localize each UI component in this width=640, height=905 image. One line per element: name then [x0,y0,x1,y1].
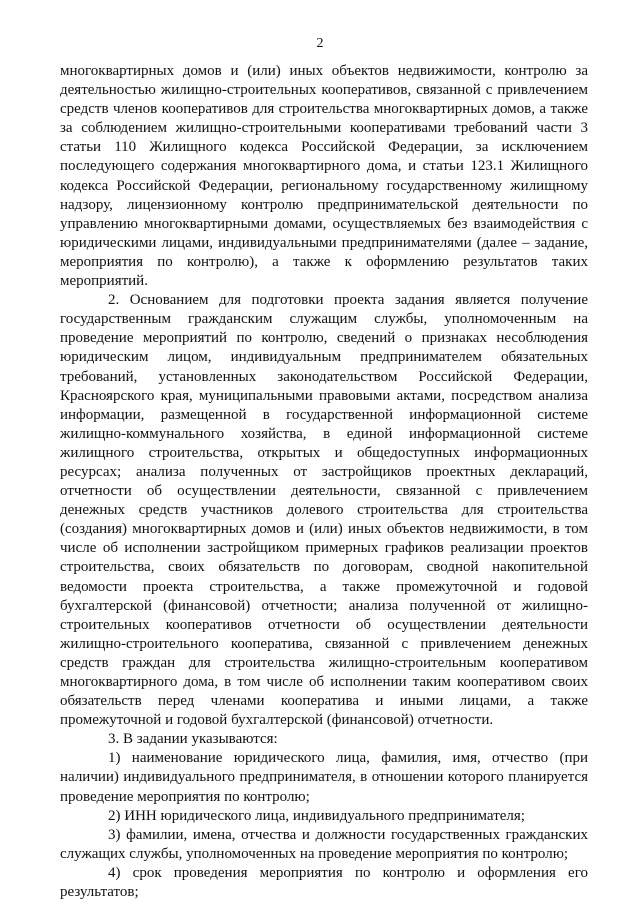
paragraph-continuation: многоквартирных домов и (или) иных объектов недвижимости, контролю за деятельностью жилищно-строительных кооперативов, связанной с привлечением средств членов кооперативов для строительства многоквартирных домов, а также за соблюдением жилищно-строительными кооперативами требований части 3 статьи 110 Жилищного кодекса Российской Федерации, за исключением последующего содержания многоквартирного дома, и статьи 123.1 Жилищного кодекса Российской Федерации, региональному государственному жилищному надзору, лицензионному контролю предпринимательской деятельности по управлению многоквартирными домами, осуществляемых без взаимодействия с юридическими лицами, индивидуальными предпринимателями (далее – задание, мероприятия по контролю), а также к оформлению результатов таких мероприятий. [60,63,588,290]
list-item-3: 3) фамилии, имена, отчества и должности государственных гражданских служащих службы, уполномоченных на проведение мероприятия по контролю; [60,826,588,862]
paragraph-2: 2. Основанием для подготовки проекта задания является получение государственным гражданским служащим службы, уполномоченным на проведение мероприятий по контролю, сведений о признаках несоблюдения юридическим лицом, индивидуальным предпринимателем обязательных требований, установленных законодательством Российской Федерации, Красноярского края, муниципальными правовыми актами, посредством анализа информации, размещенной в государственной информационной системе жилищно-коммунального хозяйства, в единой информационной системе жилищного строительства, открытых и общедоступных информационных ресурсах; анализа полученных от застройщиков проектных деклараций, отчетности об осуществлении деятельности, связанной с привлечением денежных средств участников долевого строительства для строительства (создания) многоквартирных домов и (или) иных объектов недвижимости, в том числе об исполнении застройщиком примерных графиков реализации проектов строительства, своих обязательств по договорам, сводной накопительной ведомости проекта строительства, а также промежуточной и годовой бухгалтерской (финансовой) отчетности; анализа полученной от жилищно-строительных кооперативов отчетности об осуществлении деятельности жилищно-строительного кооператива, связанной с привлечением денежных средств граждан для строительства жилищно-строительным кооперативом многоквартирного дома, в том числе об исполнении таким кооперативом своих обязательств перед членами кооператива и иными лицами, а также промежуточной и годовой бухгалтерской (финансовой) отчетности. [60,292,588,729]
list-item-4: 4) срок проведения мероприятия по контролю и оформления его результатов; [60,864,588,901]
page-number: 2 [316,36,324,51]
document-body [60,62,588,902]
paragraph-3: 3. В задании указываются: [108,731,278,748]
list-item-1: 1) наименование юридического лица, фамилия, имя, отчество (при наличии) индивидуального предпринимателя, в отношении которого планируется проведение мероприятия по контролю; [60,750,588,805]
list-item-2: 2) ИНН юридического лица, индивидуального предпринимателя; [108,807,525,824]
